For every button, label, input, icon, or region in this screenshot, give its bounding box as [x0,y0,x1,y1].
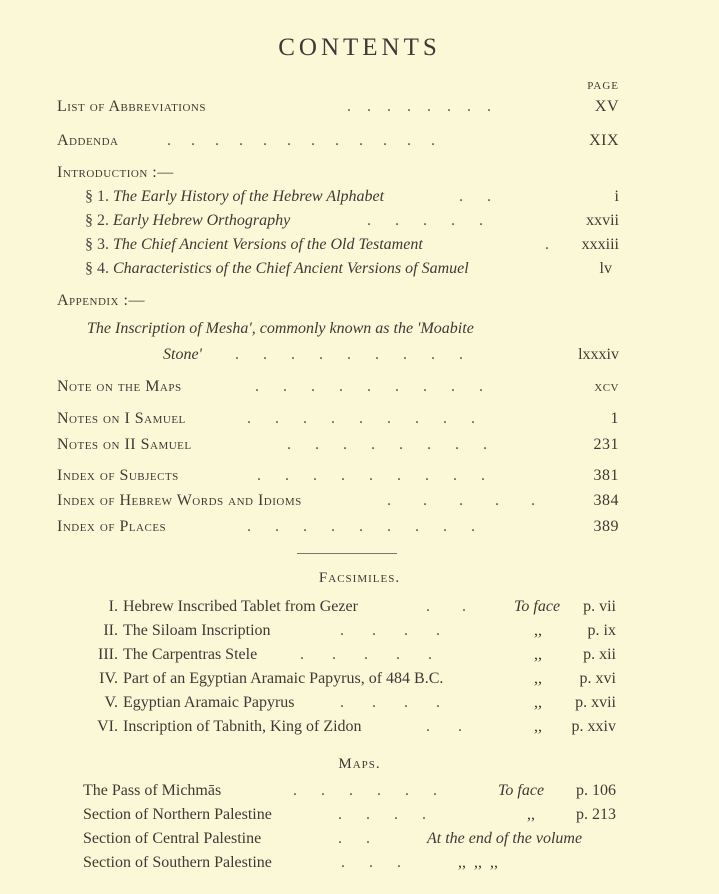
ditto-mark: ,, [534,622,542,639]
map-label: Section of Southern Palestine [83,854,272,871]
entry-label: Index of Subjects [57,467,179,484]
facsimile-item-2[interactable] [60,620,616,642]
toc-heading-introduction [57,162,619,184]
entry-label: Introduction :— [57,164,174,181]
leader-dots: . [545,236,549,253]
entry-label: Note on the Maps [57,378,182,395]
ditto-mark: ,, [527,806,535,823]
toc-entry-index-places[interactable] [57,516,619,538]
entry-page: 231 [593,436,619,453]
toc-entry-moabite-line-2[interactable] [163,344,619,366]
map-label: The Pass of Michmās [83,782,222,799]
toc-entry-maps-note[interactable] [57,376,619,398]
entry-page: 389 [593,518,619,535]
map-ref: To face [498,782,545,799]
leader-dots: . . . . . . . . . [257,467,485,484]
entry-label: List of Abbreviations [57,98,206,115]
facsimile-item-1[interactable] [60,596,616,618]
toc-entry-2-samuel[interactable] [57,434,619,456]
entry-page: lv [599,260,612,277]
facsimile-number: V. [104,694,118,711]
map-item-4[interactable] [83,852,616,874]
toc-entry-1-samuel[interactable] [57,408,619,430]
entry-page: XV [594,98,619,115]
leader-dots: . . . . . . . . [347,98,491,115]
leader-dots: . . . . . . . . . [247,518,475,535]
entry-page: xxxiii [581,236,619,253]
leader-dots: . . [426,718,462,735]
toc-entry-section-3[interactable] [85,234,619,256]
facsimile-page: p. xvi [579,670,616,687]
entry-page: xcv [594,378,619,395]
toc-entry-section-2[interactable] [85,210,619,232]
entry-label: Index of Hebrew Words and Idioms [57,492,302,509]
toc-heading-appendix [57,290,619,312]
facsimile-label: The Siloam Inscription [123,622,271,639]
entry-page: lxxxiv [578,346,619,363]
map-item-2[interactable] [83,804,616,826]
leader-dots: . . . . . [367,212,483,229]
facsimile-label: The Carpentras Stele [123,646,258,663]
leader-dots: . . . . . [300,646,432,663]
facsimiles-heading: Facsimiles. [318,570,401,586]
map-label: Section of Central Palestine [83,830,262,847]
facsimile-page: p. vii [583,598,616,615]
leader-dots: . . . . . . . . . [255,378,483,395]
page-column-heading: PAGE [587,80,619,92]
map-page: p. 213 [576,806,616,823]
page-title: CONTENTS [278,34,441,61]
entry-label: Stone' [163,346,202,363]
leader-dots: . . . . . [387,492,535,509]
facsimile-item-5[interactable] [60,692,616,714]
entry-label: § 2. Early Hebrew Orthography [85,212,291,229]
facsimile-number: IV. [99,670,118,687]
map-ref: At the end of the volume [427,830,583,847]
leader-dots: . . . . . . . . . . . . [167,132,435,149]
facsimile-item-4[interactable] [60,668,616,690]
facsimile-number: VI. [97,718,118,735]
facsimile-page: p. ix [587,622,616,639]
ditto-mark: ,, [534,694,542,711]
ditto-mark: ,, [534,718,542,735]
entry-label: Appendix :— [57,292,145,309]
leader-dots: . . [338,830,370,847]
facsimile-page: p. xxiv [571,718,616,735]
entry-label: § 3. The Chief Ancient Versions of the Old Testament [85,236,423,253]
map-label: Section of Northern Palestine [83,806,272,823]
toc-entry-index-subjects[interactable] [57,465,619,487]
facsimile-number: II. [103,622,118,639]
toc-entry-index-hebrew[interactable] [57,490,619,512]
ditto-mark: ,, [534,670,542,687]
leader-dots: . . . . . . . . . [235,346,463,363]
entry-page: 384 [593,492,619,509]
ditto-mark: ,, [534,646,542,663]
leader-dots: . . . . . . . . . [247,410,475,427]
entry-page: 381 [593,467,619,484]
leader-dots: . . [459,188,491,205]
facsimile-label: Inscription of Tabnith, King of Zidon [123,718,362,735]
facsimile-number: III. [98,646,118,663]
facsimile-page: p. xvii [575,694,616,711]
toc-entry-section-1[interactable] [85,186,619,208]
entry-label: Addenda [57,132,119,149]
entry-label: Notes on II Samuel [57,436,192,453]
facsimile-label: Part of an Egyptian Aramaic Papyrus, of 484 B.C. [123,670,444,687]
leader-dots: . . . . [340,694,440,711]
entry-label: Index of Places [57,518,167,535]
facsimile-item-3[interactable] [60,644,616,666]
leader-dots: . . . . [340,622,440,639]
facsimile-label: Egyptian Aramaic Papyrus [123,694,295,711]
facsimile-ref: To face [514,598,561,615]
toc-entry-addenda[interactable] [57,130,619,152]
divider-rule [297,553,397,554]
leader-dots: . . [426,598,466,615]
facsimile-number: I. [108,598,118,615]
entry-page: 1 [610,410,619,427]
ditto-marks: ,, ,, ,, [458,854,498,871]
map-item-1[interactable] [83,780,616,802]
leader-dots: . . . [341,854,401,871]
entry-page: i [614,188,619,205]
entry-label: § 1. The Early History of the Hebrew Alphabet [85,188,385,205]
leader-dots: . . . . [338,806,426,823]
facsimile-item-6[interactable] [60,716,616,738]
facsimile-label: Hebrew Inscribed Tablet from Gezer [123,598,358,615]
toc-entry-moabite-line-1[interactable] [87,318,619,340]
toc-entry-section-4[interactable] [85,258,612,280]
map-page: p. 106 [576,782,616,799]
map-item-3[interactable] [83,828,616,850]
maps-heading: Maps. [338,756,381,772]
leader-dots: . . . . . . [293,782,437,799]
entry-label: Notes on I Samuel [57,410,186,427]
leader-dots: . . . . . . . . [287,436,487,453]
facsimile-page: p. xii [583,646,616,663]
entry-page: XIX [589,132,619,149]
entry-label: § 4. Characteristics of the Chief Ancient Versions of Samuel [85,260,469,277]
entry-label: The Inscription of Mesha', commonly known as the 'Moabite [87,320,474,337]
toc-entry-abbreviations[interactable] [57,96,619,118]
entry-page: xxvii [586,212,619,229]
